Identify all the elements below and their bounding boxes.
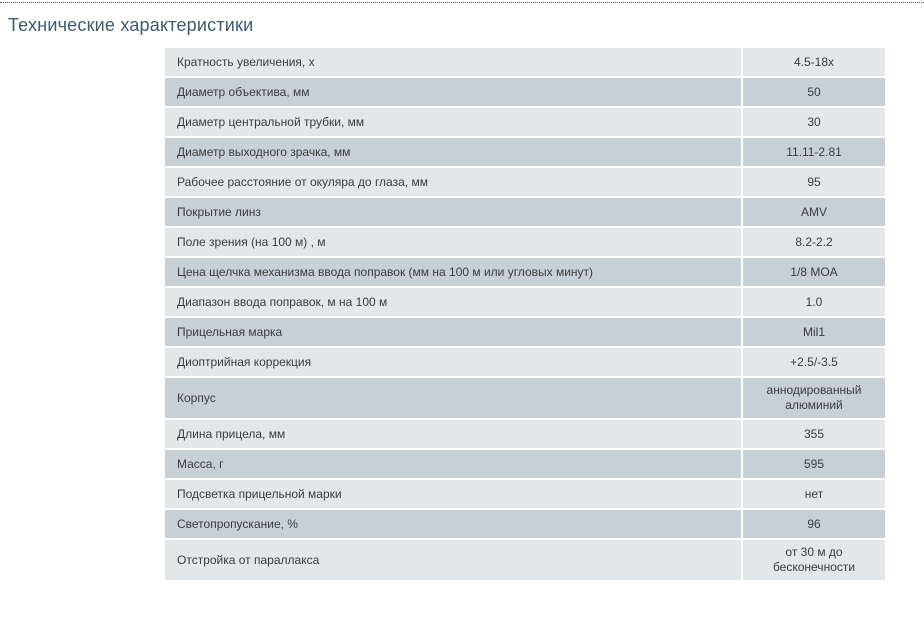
spec-value: 355 bbox=[743, 420, 885, 448]
spec-row bbox=[165, 48, 885, 76]
spec-label: Диаметр объектива, мм bbox=[165, 78, 741, 106]
spec-row bbox=[165, 78, 885, 106]
spec-label: Светопропускание, % bbox=[165, 510, 741, 538]
spec-value: 96 bbox=[743, 510, 885, 538]
spec-label: Покрытие линз bbox=[165, 198, 741, 226]
spec-label: Длина прицела, мм bbox=[165, 420, 741, 448]
spec-row bbox=[165, 258, 885, 286]
spec-row bbox=[165, 348, 885, 376]
spec-row bbox=[165, 510, 885, 538]
spec-value: 30 bbox=[743, 108, 885, 136]
spec-row bbox=[165, 540, 885, 580]
spec-row bbox=[165, 228, 885, 256]
spec-value: 1.0 bbox=[743, 288, 885, 316]
spec-row bbox=[165, 198, 885, 226]
spec-label: Прицельная марка bbox=[165, 318, 741, 346]
spec-label: Корпус bbox=[165, 378, 741, 418]
spec-value: +2.5/-3.5 bbox=[743, 348, 885, 376]
spec-table-body bbox=[165, 48, 885, 580]
spec-value: 595 bbox=[743, 450, 885, 478]
spec-label: Диаметр выходного зрачка, мм bbox=[165, 138, 741, 166]
spec-row bbox=[165, 138, 885, 166]
spec-label: Отстройка от параллакса bbox=[165, 540, 741, 580]
page bbox=[0, 2, 924, 620]
spec-label: Рабочее расстояние от окуляра до глаза, мм bbox=[165, 168, 741, 196]
spec-value: от 30 м до бесконечности bbox=[743, 540, 885, 580]
page-title: Технические характеристики bbox=[8, 15, 254, 35]
spec-label: Подсветка прицельной марки bbox=[165, 480, 741, 508]
spec-row bbox=[165, 420, 885, 448]
spec-label: Масса, г bbox=[165, 450, 741, 478]
spec-label: Поле зрения (на 100 м) , м bbox=[165, 228, 741, 256]
spec-value: 95 bbox=[743, 168, 885, 196]
spec-table bbox=[163, 46, 887, 582]
spec-row bbox=[165, 108, 885, 136]
dotted-divider bbox=[0, 2, 924, 3]
spec-label: Диоптрийная коррекция bbox=[165, 348, 741, 376]
spec-row bbox=[165, 288, 885, 316]
spec-value: 50 bbox=[743, 78, 885, 106]
spec-value: аннодированный алюминий bbox=[743, 378, 885, 418]
spec-value: 1/8 MOA bbox=[743, 258, 885, 286]
spec-label: Диапазон ввода поправок, м на 100 м bbox=[165, 288, 741, 316]
spec-value: AMV bbox=[743, 198, 885, 226]
spec-label: Диаметр центральной трубки, мм bbox=[165, 108, 741, 136]
spec-value: 8.2-2.2 bbox=[743, 228, 885, 256]
spec-row bbox=[165, 450, 885, 478]
spec-row bbox=[165, 168, 885, 196]
spec-value: Mil1 bbox=[743, 318, 885, 346]
spec-row bbox=[165, 318, 885, 346]
spec-value: 4.5-18x bbox=[743, 48, 885, 76]
spec-value: нет bbox=[743, 480, 885, 508]
spec-value: 11.11-2.81 bbox=[743, 138, 885, 166]
spec-row bbox=[165, 480, 885, 508]
spec-label: Цена щелчка механизма ввода поправок (мм на 100 м или угловых минут) bbox=[165, 258, 741, 286]
spec-label: Кратность увеличения, x bbox=[165, 48, 741, 76]
spec-row bbox=[165, 378, 885, 418]
